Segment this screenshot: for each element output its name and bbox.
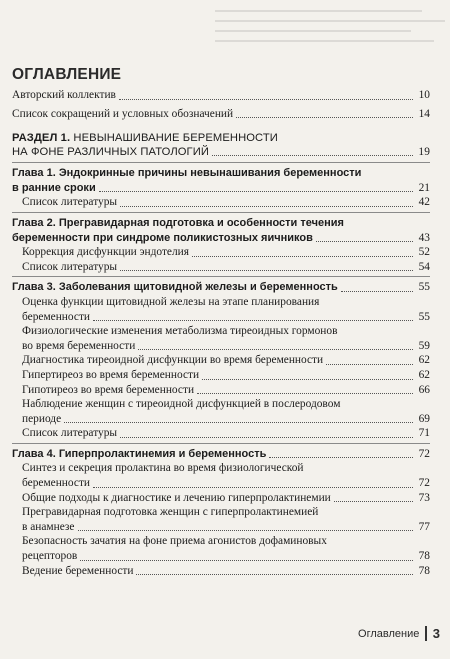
leader-dots xyxy=(64,422,413,423)
page-number: 3 xyxy=(432,626,440,641)
leader-dots xyxy=(316,241,413,242)
toc-entry[interactable]: Гипотиреоз во время беременности 66 xyxy=(22,383,430,396)
toc-entry[interactable]: Ведение беременности 78 xyxy=(22,564,430,577)
toc-entry[interactable]: Список сокращений и условных обозначений 14 xyxy=(12,107,430,120)
leader-dots xyxy=(236,117,413,118)
leader-dots xyxy=(120,206,413,207)
toc-chapter[interactable]: Глава 4. Гиперпролактинемия и беременность 72 xyxy=(12,447,430,460)
toc-section[interactable]: РАЗДЕЛ 1. НЕВЫНАШИВАНИЕ БЕРЕМЕННОСТИ НА ФОНЕ РАЗЛИЧНЫХ ПАТОЛОГИЙ 19 xyxy=(12,132,430,159)
leader-dots xyxy=(192,256,413,257)
toc-title: ОГЛАВЛЕНИЕ xyxy=(12,66,122,83)
toc-entry[interactable]: Диагностика тиреоидной дисфункции во время беременности 62 xyxy=(22,354,430,367)
page-footer xyxy=(358,626,440,641)
toc-entry[interactable]: Список литературы 54 xyxy=(22,260,430,273)
divider xyxy=(12,443,430,444)
leader-dots xyxy=(119,99,413,100)
leader-dots xyxy=(120,437,413,438)
toc-chapter[interactable]: Глава 2. Прегравидарная подготовка и особенности течения беременности при синдроме поликистозных яичников 43 xyxy=(12,216,430,244)
bleed-through xyxy=(215,2,445,62)
toc-chapter[interactable]: Глава 3. Заболевания щитовидной железы и беременность 55 xyxy=(12,281,430,294)
toc-chapter[interactable]: Глава 1. Эндокринные причины невынашивания беременности в ранние сроки 21 xyxy=(12,167,430,194)
leader-dots xyxy=(334,501,413,502)
leader-dots xyxy=(80,560,413,561)
toc-entry[interactable]: Физиологические изменения метаболизма тиреоидных гормонов во время беременности 59 xyxy=(22,325,430,352)
toc-entry[interactable]: Прегравидарная подготовка женщин с гиперпролактинемией в анамнезе 77 xyxy=(22,506,430,533)
leader-dots xyxy=(93,320,413,321)
toc-entry[interactable]: Оценка функции щитовидной железы на этапе планирования беременности 55 xyxy=(22,295,430,323)
leader-dots xyxy=(99,191,413,192)
leader-dots xyxy=(78,530,414,531)
leader-dots xyxy=(269,457,413,458)
section-title: НЕВЫНАШИВАНИЕ БЕРЕМЕННОСТИ НА ФОНЕ РАЗЛИЧНЫХ ПАТОЛОГИЙ xyxy=(12,132,278,159)
toc-entry[interactable]: Синтез и секреция пролактина во время физиологической беременности 72 xyxy=(22,462,430,490)
leader-dots xyxy=(120,270,413,271)
leader-dots xyxy=(93,487,413,488)
toc-entry[interactable]: Наблюдение женщин с тиреоидной дисфункцией в послеродовом периоде 69 xyxy=(22,398,430,425)
toc-entry[interactable]: Коррекция дисфункции эндотелия 52 xyxy=(22,246,430,259)
leader-dots xyxy=(212,155,413,156)
toc-entry[interactable]: Общие подходы к диагностике и лечению гиперпролактинемии 73 xyxy=(22,491,430,504)
leader-dots xyxy=(326,364,413,365)
toc-entry[interactable]: Гипертиреоз во время беременности 62 xyxy=(22,368,430,381)
toc-entry[interactable]: Список литературы 42 xyxy=(22,196,430,209)
leader-dots xyxy=(197,393,413,394)
footer-divider xyxy=(425,626,426,641)
toc-entry[interactable]: Список литературы 71 xyxy=(22,427,430,440)
toc-entry[interactable]: Безопасность зачатия на фоне приема агонистов дофаминовых рецепторов 78 xyxy=(22,535,430,563)
leader-dots xyxy=(136,574,413,575)
toc-entry[interactable]: Авторский коллектив 10 xyxy=(12,89,430,101)
divider xyxy=(12,162,430,163)
table-of-contents xyxy=(12,88,430,578)
divider xyxy=(12,212,430,213)
leader-dots xyxy=(341,291,413,292)
divider xyxy=(12,276,430,277)
leader-dots xyxy=(202,379,413,380)
running-footer-label: Оглавление xyxy=(358,627,420,640)
leader-dots xyxy=(138,349,413,350)
